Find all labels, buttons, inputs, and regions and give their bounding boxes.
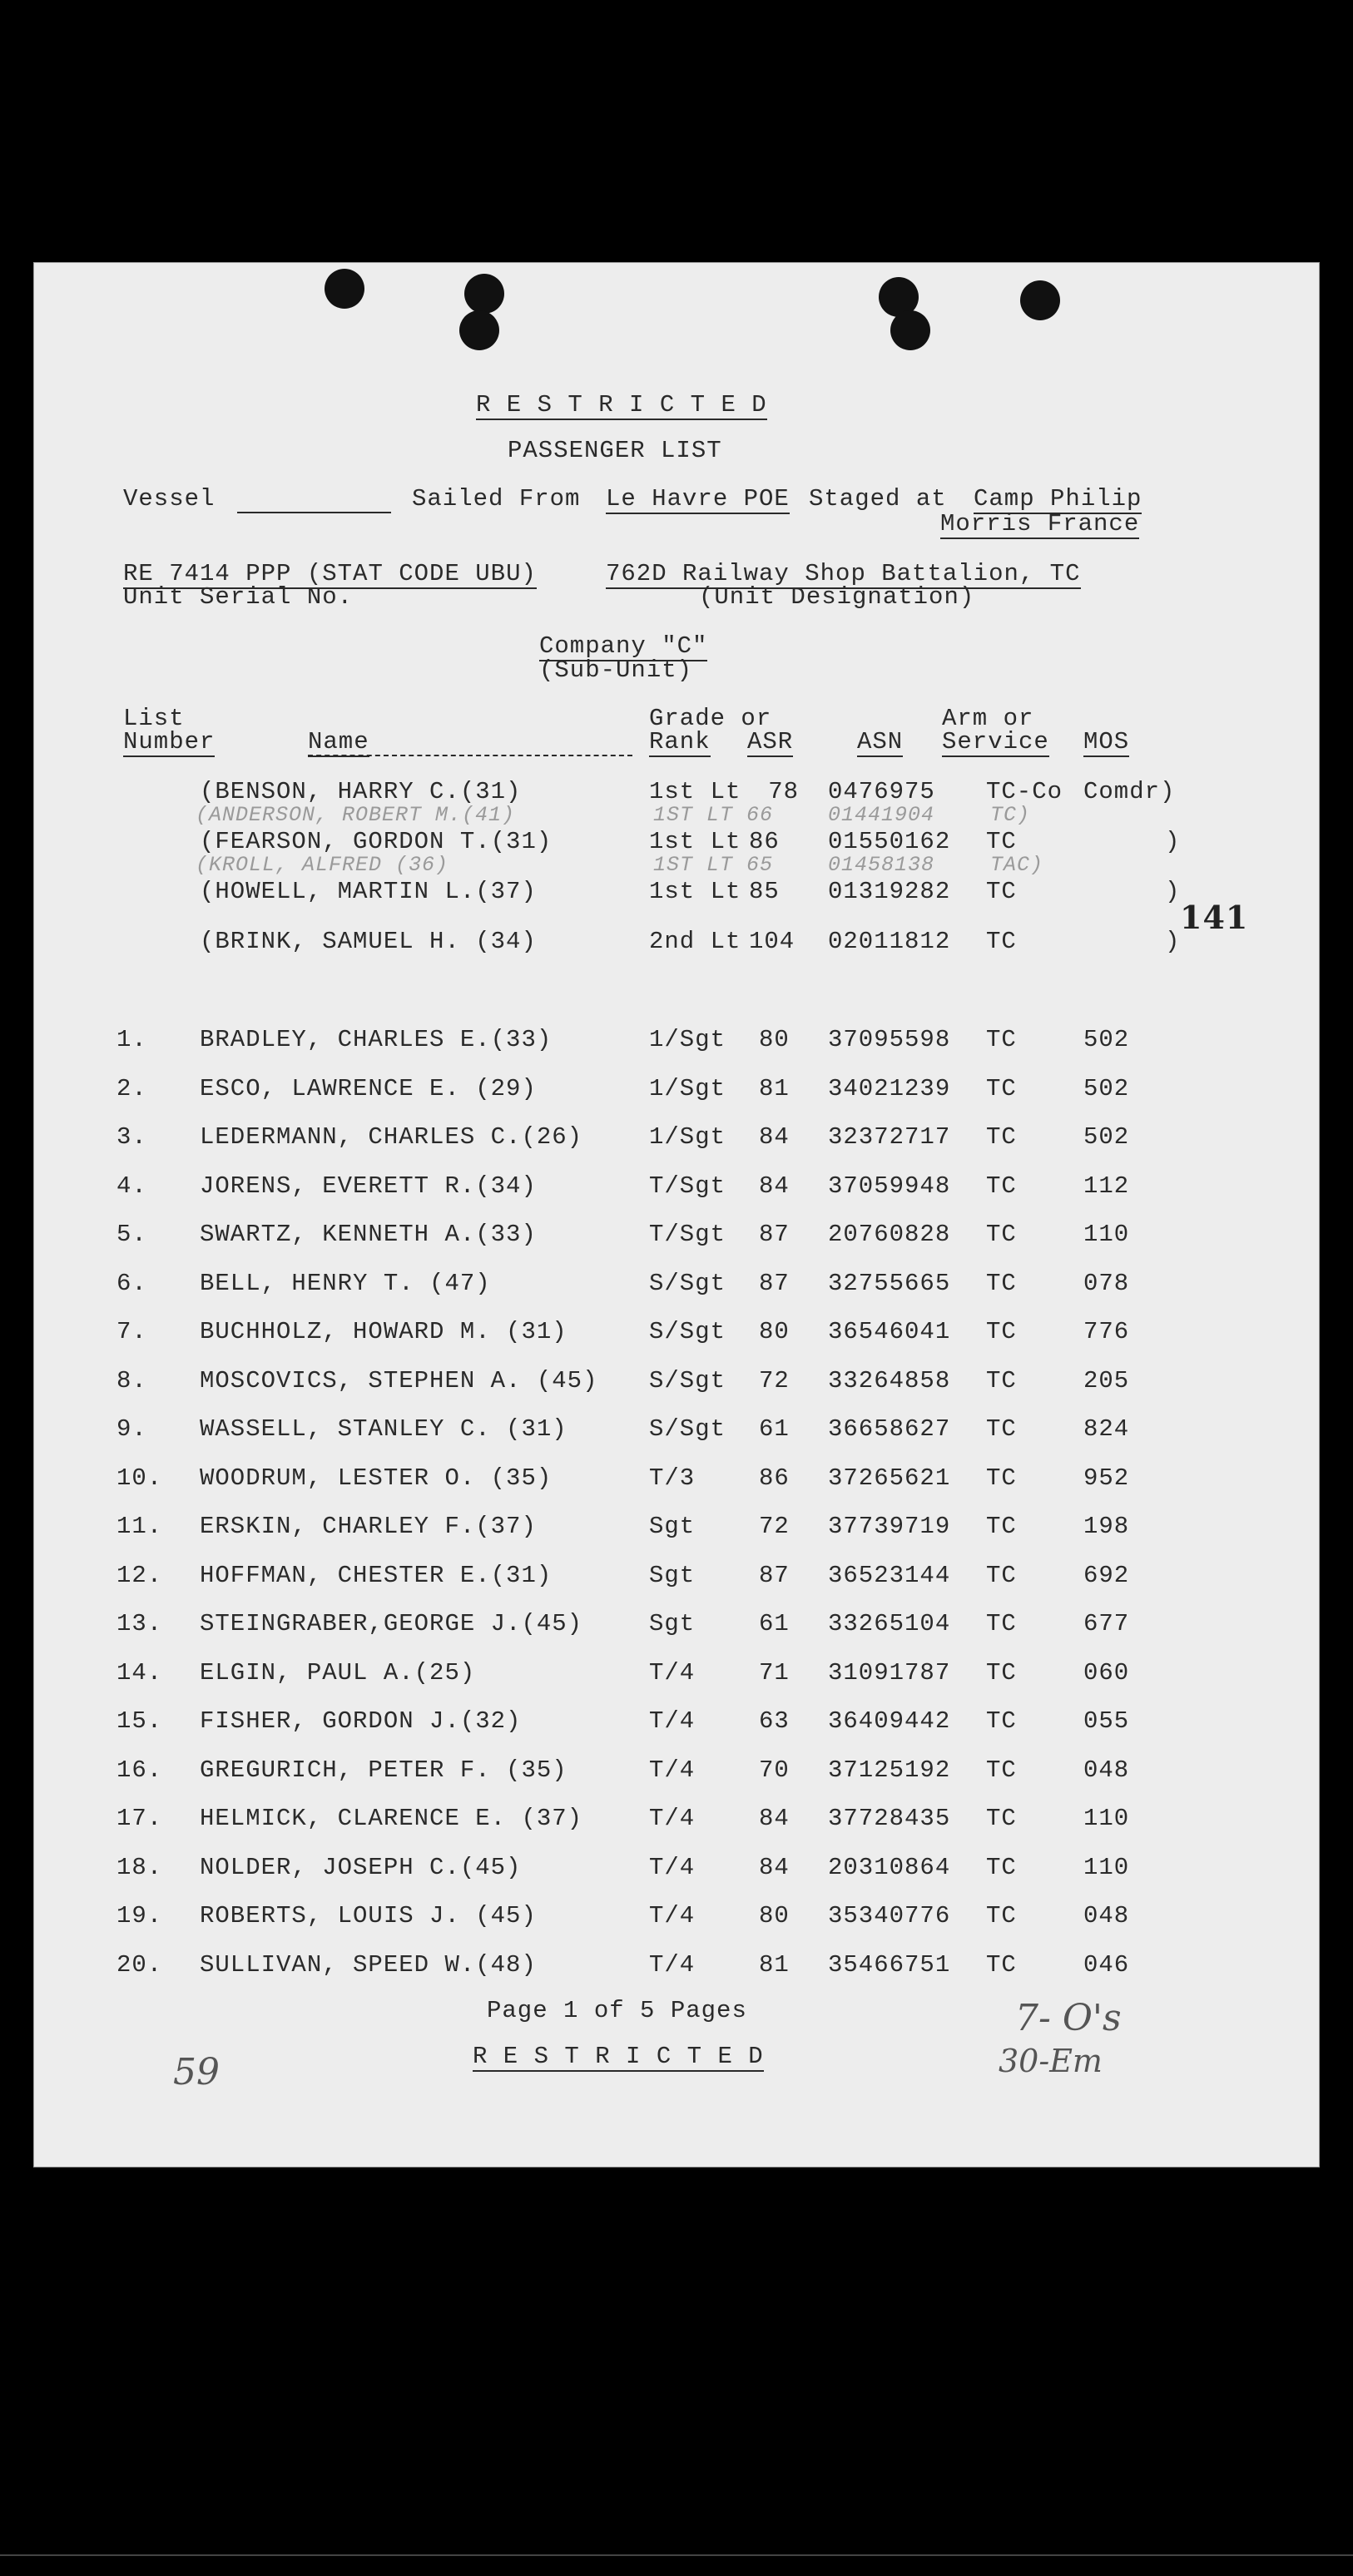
enlisted-grade: 1/Sgt xyxy=(649,1074,726,1102)
punch-hole xyxy=(459,310,499,350)
enlisted-asn: 37739719 xyxy=(828,1513,951,1540)
enlisted-mos: 692 xyxy=(1083,1561,1130,1589)
col-arm-2: Service xyxy=(942,728,1049,755)
officer-asn: 0476975 xyxy=(828,778,935,805)
enlisted-asr: 87 xyxy=(759,1269,790,1297)
col-grade-1: Grade or xyxy=(649,705,772,732)
enlisted-asr: 80 xyxy=(759,1026,790,1053)
enlisted-arm: TC xyxy=(986,1853,1017,1881)
officer-arm: TC xyxy=(986,928,1017,955)
enlisted-mos: 502 xyxy=(1083,1123,1130,1151)
officer-row xyxy=(33,878,1320,916)
enlisted-name: NOLDER, JOSEPH C.(45) xyxy=(200,1853,522,1881)
unit-designation-label: (Unit Designation) xyxy=(699,583,975,611)
enlisted-number: 5. xyxy=(116,1221,147,1248)
enlisted-name: BRADLEY, CHARLES E.(33) xyxy=(200,1026,553,1053)
unit-designation-value: 762D Railway Shop Battalion, TC xyxy=(606,560,1081,587)
crossed-out-grade: 1ST LT 65 xyxy=(653,853,774,877)
enlisted-number: 18. xyxy=(116,1853,163,1881)
enlisted-grade: 1/Sgt xyxy=(649,1123,726,1151)
enlisted-row xyxy=(33,1270,1320,1308)
enlisted-asn: 35340776 xyxy=(828,1902,951,1930)
enlisted-name: SWARTZ, KENNETH A.(33) xyxy=(200,1221,537,1248)
enlisted-asr: 63 xyxy=(759,1707,790,1735)
officer-asr: 104 xyxy=(749,928,795,955)
col-name-rule xyxy=(308,755,632,756)
officer-name: (FEARSON, GORDON T.(31) xyxy=(200,828,553,855)
staged-at-value-2: Morris France xyxy=(940,510,1140,537)
enlisted-name: BUCHHOLZ, HOWARD M. (31) xyxy=(200,1318,567,1345)
enlisted-asn: 36409442 xyxy=(828,1707,951,1735)
enlisted-asr: 61 xyxy=(759,1415,790,1443)
enlisted-grade: S/Sgt xyxy=(649,1269,726,1297)
enlisted-arm: TC xyxy=(986,1415,1017,1443)
enlisted-mos: 776 xyxy=(1083,1318,1130,1345)
enlisted-mos: 046 xyxy=(1083,1950,1130,1979)
officer-mos: Comdr) xyxy=(1083,778,1176,805)
enlisted-name: ELGIN, PAUL A.(25) xyxy=(200,1658,476,1687)
officer-row xyxy=(33,928,1320,966)
enlisted-mos: 060 xyxy=(1083,1658,1130,1687)
enlisted-grade: T/4 xyxy=(649,1756,696,1784)
enlisted-row xyxy=(33,1610,1320,1648)
punch-hole xyxy=(1020,280,1060,320)
enlisted-asr: 70 xyxy=(759,1756,790,1784)
enlisted-mos: 110 xyxy=(1083,1853,1130,1881)
punch-hole xyxy=(325,269,364,309)
staged-at-value-1: Camp Philip xyxy=(974,485,1142,513)
enlisted-name: MOSCOVICS, STEPHEN A. (45) xyxy=(200,1366,598,1395)
enlisted-row xyxy=(33,1318,1320,1356)
enlisted-asr: 80 xyxy=(759,1902,790,1930)
enlisted-row xyxy=(33,1951,1320,1989)
enlisted-arm: TC xyxy=(986,1756,1017,1784)
enlisted-grade: S/Sgt xyxy=(649,1415,726,1443)
officer-count: 141 xyxy=(1180,899,1249,936)
enlisted-mos: 110 xyxy=(1083,1221,1130,1248)
enlisted-asn: 37728435 xyxy=(828,1805,951,1832)
officer-mos: ) xyxy=(1165,878,1181,905)
enlisted-mos: 677 xyxy=(1083,1610,1130,1637)
enlisted-number: 3. xyxy=(116,1123,147,1151)
enlisted-mos: 048 xyxy=(1083,1756,1130,1784)
officer-asn: 01319282 xyxy=(828,878,951,905)
col-asn: ASN xyxy=(857,728,904,755)
enlisted-grade: Sgt xyxy=(649,1561,696,1589)
officer-asn: 01550162 xyxy=(828,828,951,855)
enlisted-asr: 86 xyxy=(759,1464,790,1492)
enlisted-asn: 20760828 xyxy=(828,1221,951,1248)
enlisted-asn: 36658627 xyxy=(828,1415,951,1443)
sub-unit-label: (Sub-Unit) xyxy=(539,656,693,684)
handwritten-left-note: 59 xyxy=(173,2051,220,2093)
handwritten-officer-count: 7- O's xyxy=(1015,1997,1122,2039)
enlisted-number: 12. xyxy=(116,1561,163,1589)
enlisted-asn: 31091787 xyxy=(828,1658,951,1687)
enlisted-row xyxy=(33,1805,1320,1843)
enlisted-asr: 71 xyxy=(759,1658,790,1687)
enlisted-asn: 32372717 xyxy=(828,1123,951,1151)
enlisted-grade: T/4 xyxy=(649,1853,696,1881)
officer-grade: 2nd Lt xyxy=(649,928,741,955)
restricted-footer: R E S T R I C T E D xyxy=(473,2043,764,2070)
officer-name: (HOWELL, MARTIN L.(37) xyxy=(200,878,537,905)
enlisted-number: 13. xyxy=(116,1610,163,1637)
document-page xyxy=(33,262,1320,2167)
enlisted-arm: TC xyxy=(986,1464,1017,1492)
officer-row xyxy=(33,828,1320,866)
crossed-out-asn: 01441904 xyxy=(828,803,935,827)
enlisted-number: 10. xyxy=(116,1464,163,1492)
enlisted-mos: 952 xyxy=(1083,1464,1130,1492)
officer-asr: 86 xyxy=(749,828,780,855)
crossed-out-asn: 01458138 xyxy=(828,853,935,877)
enlisted-arm: TC xyxy=(986,1950,1017,1979)
enlisted-row xyxy=(33,1707,1320,1746)
col-name: Name xyxy=(308,728,369,755)
enlisted-asr: 87 xyxy=(759,1561,790,1589)
enlisted-row xyxy=(33,1854,1320,1892)
enlisted-number: 6. xyxy=(116,1269,147,1297)
enlisted-asn: 37125192 xyxy=(828,1756,951,1784)
vessel-label: Vessel xyxy=(123,485,216,513)
enlisted-name: SULLIVAN, SPEED W.(48) xyxy=(200,1950,537,1979)
enlisted-row xyxy=(33,1562,1320,1600)
enlisted-asn: 36523144 xyxy=(828,1561,951,1589)
enlisted-name: WASSELL, STANLEY C. (31) xyxy=(200,1415,567,1443)
enlisted-grade: T/4 xyxy=(649,1902,696,1930)
enlisted-grade: Sgt xyxy=(649,1610,696,1637)
enlisted-arm: TC xyxy=(986,1269,1017,1297)
enlisted-asr: 81 xyxy=(759,1950,790,1979)
officer-asn: 02011812 xyxy=(828,928,951,955)
sub-unit-value: Company "C" xyxy=(539,632,708,660)
bottom-rule xyxy=(0,2554,1353,2556)
enlisted-grade: T/4 xyxy=(649,1707,696,1735)
enlisted-row xyxy=(33,1075,1320,1113)
enlisted-row xyxy=(33,1756,1320,1795)
enlisted-grade: T/4 xyxy=(649,1658,696,1687)
staged-at-label: Staged at xyxy=(809,485,947,513)
enlisted-mos: 824 xyxy=(1083,1415,1130,1443)
officer-grade: 1st Lt xyxy=(649,828,741,855)
page-title: PASSENGER LIST xyxy=(508,437,722,464)
unit-serial-label: Unit Serial No. xyxy=(123,583,354,611)
punch-hole xyxy=(890,310,930,350)
enlisted-number: 19. xyxy=(116,1902,163,1930)
enlisted-asn: 20310864 xyxy=(828,1853,951,1881)
enlisted-row xyxy=(33,1026,1320,1064)
col-arm-1: Arm or xyxy=(942,705,1034,732)
enlisted-number: 1. xyxy=(116,1026,147,1053)
enlisted-mos: 112 xyxy=(1083,1172,1130,1200)
enlisted-arm: TC xyxy=(986,1805,1017,1832)
enlisted-asn: 33264858 xyxy=(828,1366,951,1395)
enlisted-asn: 33265104 xyxy=(828,1610,951,1637)
enlisted-name: WOODRUM, LESTER O. (35) xyxy=(200,1464,553,1492)
enlisted-number: 9. xyxy=(116,1415,147,1443)
enlisted-row xyxy=(33,1367,1320,1405)
enlisted-grade: S/Sgt xyxy=(649,1318,726,1345)
vessel-blank xyxy=(237,512,391,513)
enlisted-grade: T/Sgt xyxy=(649,1221,726,1248)
enlisted-arm: TC xyxy=(986,1172,1017,1200)
col-list-2: Number xyxy=(123,728,216,755)
crossed-out-arm: TAC) xyxy=(990,853,1044,877)
enlisted-row xyxy=(33,1415,1320,1454)
enlisted-arm: TC xyxy=(986,1561,1017,1589)
enlisted-name: FISHER, GORDON J.(32) xyxy=(200,1707,522,1735)
enlisted-arm: TC xyxy=(986,1318,1017,1345)
officer-arm: TC-Co xyxy=(986,778,1063,805)
page-info: Page 1 of 5 Pages xyxy=(487,1997,747,2024)
enlisted-mos: 502 xyxy=(1083,1074,1130,1102)
enlisted-asn: 37059948 xyxy=(828,1172,951,1200)
enlisted-asn: 36546041 xyxy=(828,1318,951,1345)
crossed-out-entry: (ANDERSON, ROBERT M.(41) xyxy=(196,803,516,827)
enlisted-name: LEDERMANN, CHARLES C.(26) xyxy=(200,1123,583,1151)
enlisted-mos: 078 xyxy=(1083,1269,1130,1297)
enlisted-asn: 35466751 xyxy=(828,1950,951,1979)
enlisted-grade: S/Sgt xyxy=(649,1366,726,1395)
enlisted-arm: TC xyxy=(986,1513,1017,1540)
officer-name: (BENSON, HARRY C.(31) xyxy=(200,778,522,805)
enlisted-arm: TC xyxy=(986,1658,1017,1687)
crossed-out-grade: 1ST LT 66 xyxy=(653,803,774,827)
officer-arm: TC xyxy=(986,878,1017,905)
enlisted-name: GREGURICH, PETER F. (35) xyxy=(200,1756,567,1784)
enlisted-grade: T/Sgt xyxy=(649,1172,726,1200)
enlisted-name: HELMICK, CLARENCE E. (37) xyxy=(200,1805,583,1832)
enlisted-grade: T/4 xyxy=(649,1805,696,1832)
enlisted-asr: 72 xyxy=(759,1366,790,1395)
enlisted-name: ERSKIN, CHARLEY F.(37) xyxy=(200,1513,537,1540)
enlisted-row xyxy=(33,1221,1320,1259)
enlisted-number: 14. xyxy=(116,1658,163,1687)
enlisted-asn: 37265621 xyxy=(828,1464,951,1492)
enlisted-mos: 205 xyxy=(1083,1366,1130,1395)
enlisted-asr: 87 xyxy=(759,1221,790,1248)
enlisted-grade: Sgt xyxy=(649,1513,696,1540)
handwritten-enlisted-count: 30-Em xyxy=(999,2043,1103,2079)
enlisted-row xyxy=(33,1464,1320,1503)
enlisted-number: 11. xyxy=(116,1513,163,1540)
enlisted-arm: TC xyxy=(986,1610,1017,1637)
crossed-out-arm: TC) xyxy=(990,803,1031,827)
unit-serial-value: RE 7414 PPP (STAT CODE UBU) xyxy=(123,560,537,587)
punch-hole xyxy=(464,274,504,314)
enlisted-mos: 048 xyxy=(1083,1902,1130,1930)
enlisted-name: BELL, HENRY T. (47) xyxy=(200,1269,491,1297)
enlisted-arm: TC xyxy=(986,1366,1017,1395)
restricted-header: R E S T R I C T E D xyxy=(476,391,767,419)
enlisted-arm: TC xyxy=(986,1707,1017,1735)
enlisted-asr: 72 xyxy=(759,1513,790,1540)
officer-asr: 78 xyxy=(768,778,799,805)
col-asr: ASR xyxy=(747,728,794,755)
enlisted-asn: 34021239 xyxy=(828,1074,951,1102)
enlisted-number: 20. xyxy=(116,1950,163,1979)
enlisted-arm: TC xyxy=(986,1902,1017,1930)
enlisted-number: 2. xyxy=(116,1074,147,1102)
enlisted-number: 7. xyxy=(116,1318,147,1345)
enlisted-row xyxy=(33,1513,1320,1551)
enlisted-arm: TC xyxy=(986,1123,1017,1151)
enlisted-asr: 84 xyxy=(759,1805,790,1832)
enlisted-asr: 61 xyxy=(759,1610,790,1637)
officer-arm: TC xyxy=(986,828,1017,855)
enlisted-number: 4. xyxy=(116,1172,147,1200)
sailed-from-label: Sailed From xyxy=(412,485,581,513)
enlisted-grade: T/3 xyxy=(649,1464,696,1492)
col-list-1: List xyxy=(123,705,185,732)
enlisted-grade: 1/Sgt xyxy=(649,1026,726,1053)
enlisted-number: 17. xyxy=(116,1805,163,1832)
col-grade-2: Rank xyxy=(649,728,711,755)
enlisted-name: ROBERTS, LOUIS J. (45) xyxy=(200,1902,537,1930)
enlisted-asr: 84 xyxy=(759,1123,790,1151)
enlisted-mos: 110 xyxy=(1083,1805,1130,1832)
enlisted-mos: 502 xyxy=(1083,1026,1130,1053)
enlisted-asn: 37095598 xyxy=(828,1026,951,1053)
col-mos: MOS xyxy=(1083,728,1130,755)
officer-row xyxy=(33,778,1320,816)
enlisted-number: 16. xyxy=(116,1756,163,1784)
enlisted-asr: 80 xyxy=(759,1318,790,1345)
enlisted-name: HOFFMAN, CHESTER E.(31) xyxy=(200,1561,553,1589)
enlisted-row xyxy=(33,1123,1320,1162)
enlisted-grade: T/4 xyxy=(649,1950,696,1979)
officer-mos: ) xyxy=(1165,928,1181,955)
enlisted-arm: TC xyxy=(986,1026,1017,1053)
enlisted-mos: 198 xyxy=(1083,1513,1130,1540)
enlisted-asn: 32755665 xyxy=(828,1269,951,1297)
crossed-out-entry: (KROLL, ALFRED (36) xyxy=(196,853,449,877)
enlisted-mos: 055 xyxy=(1083,1707,1130,1735)
enlisted-asr: 81 xyxy=(759,1074,790,1102)
enlisted-arm: TC xyxy=(986,1221,1017,1248)
enlisted-row xyxy=(33,1659,1320,1697)
officer-grade: 1st Lt xyxy=(649,778,741,805)
sailed-from-value: Le Havre POE xyxy=(606,485,790,513)
officer-grade: 1st Lt xyxy=(649,878,741,905)
enlisted-arm: TC xyxy=(986,1074,1017,1102)
officer-name: (BRINK, SAMUEL H. (34) xyxy=(200,928,537,955)
enlisted-number: 8. xyxy=(116,1366,147,1395)
enlisted-row xyxy=(33,1902,1320,1940)
officer-mos: ) xyxy=(1165,828,1181,855)
enlisted-asr: 84 xyxy=(759,1853,790,1881)
enlisted-name: JORENS, EVERETT R.(34) xyxy=(200,1172,537,1200)
officer-asr: 85 xyxy=(749,878,780,905)
enlisted-row xyxy=(33,1172,1320,1211)
enlisted-name: STEINGRABER,GEORGE J.(45) xyxy=(200,1610,583,1637)
enlisted-asr: 84 xyxy=(759,1172,790,1200)
enlisted-name: ESCO, LAWRENCE E. (29) xyxy=(200,1074,537,1102)
enlisted-number: 15. xyxy=(116,1707,163,1735)
